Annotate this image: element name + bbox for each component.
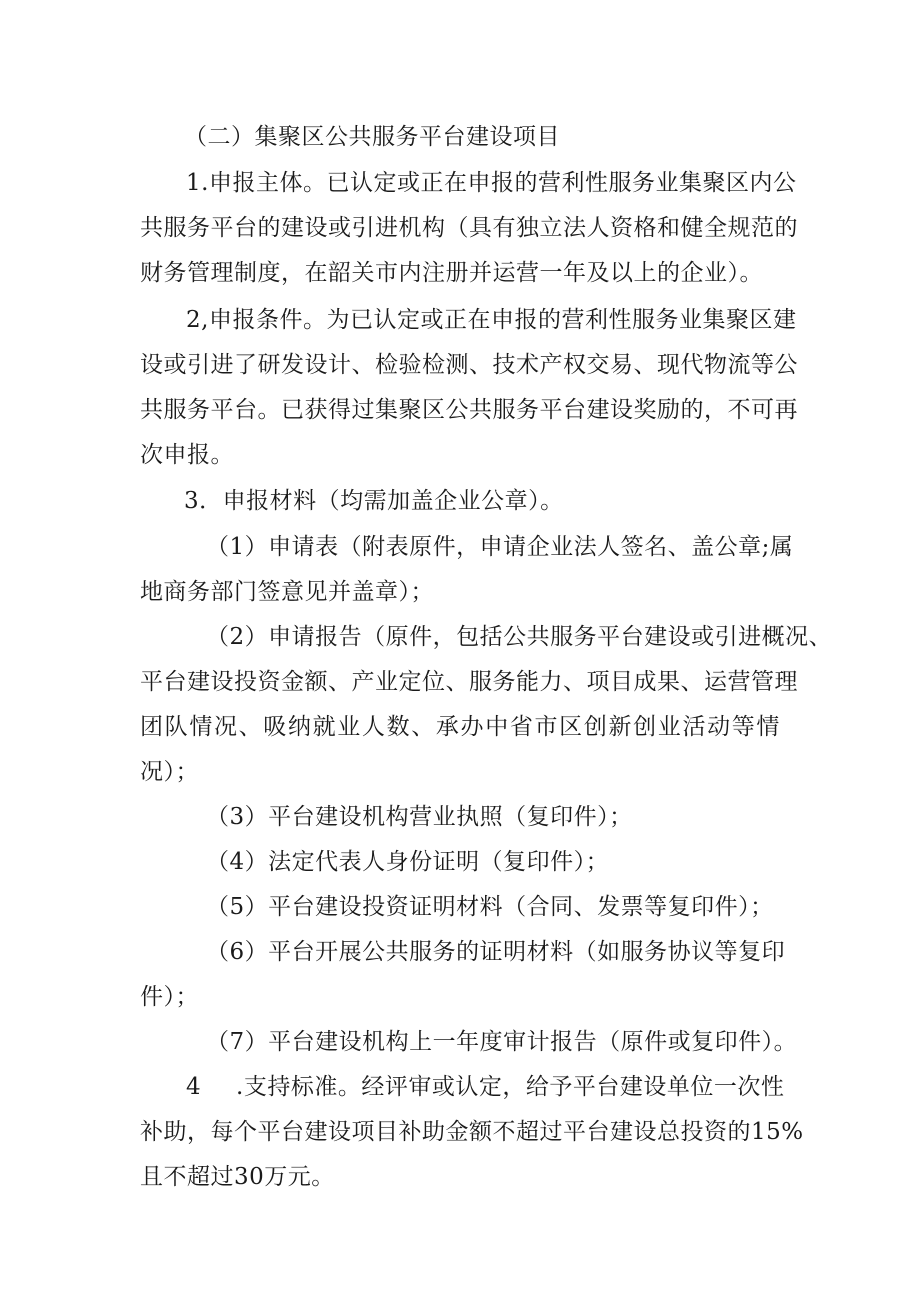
item3-heading: 3．申报材料（均需加盖企业公章）。	[184, 488, 564, 514]
item2-line-3: 共 服 务 平 台 。 已 获 得 过 集 聚 区 公 共 服 务 平 台 建 设 奖 励 的 ， 不 可 再	[140, 397, 798, 423]
material-7: （7）平台建设机构上一年度审计报告（原件或复印件）。	[206, 1029, 798, 1055]
material-2-line-3: 团 队 情 况 、 吸 纳 就 业 人 数 、 承 办 中 省 市 区 创 新 创 业 活 动 等 情	[140, 714, 780, 740]
item2-line-4: 次申报。	[140, 442, 234, 468]
item1-line-1: 1. 申 报 主 体 。 已 认 定 或 正 在 申 报 的 营 利 性 服 务 业 集 聚 区 内 公	[186, 170, 797, 196]
material-6-line-2: 件）；	[140, 984, 199, 1010]
item1-line-2: 共 服 务 平 台 的 建 设 或 引 进 机 构 （ 具 有 独 立 法 人 资 格 和 健 全 规 范 的	[140, 215, 798, 241]
item2-line-2: 设 或 引 进 了 研 发 设 计 、 检 验 检 测 、 技 术 产 权 交 易 、 现 代 物 流 等 公	[140, 352, 798, 378]
item4-line-3: 且不超过30万元。	[140, 1164, 335, 1190]
item4-number: 4	[186, 1074, 202, 1100]
item4-line-2: 补 助 ， 每 个 平 台 建 设 项 目 补 助 金 额 不 超 过 平 台 建 设 总 投 资 的 15%	[140, 1119, 804, 1145]
item2-line-1: 2, 申 报 条 件 。 为 已 认 定 或 正 在 申 报 的 营 利 性 服 务 业 集 聚 区 建	[186, 307, 797, 333]
material-2-line-2: 平 台 建 设 投 资 金 额 、 产 业 定 位 、 服 务 能 力 、 项 目 成 果 、 运 营 管 理	[140, 669, 798, 695]
material-1-line-1: （ 1 ） 申 请 表 （ 附 表 原 件 ， 申 请 企 业 法 人 签 名 、 盖 公 章 ; 属	[206, 534, 794, 560]
material-2-line-1: （ 2 ） 申 请 报 告 （ 原 件 ， 包 括 公 共 服 务 平 台 建 设 或 引 进 概 况 、	[206, 624, 833, 650]
item1-line-3: 财务管理制度，在韶关市内注册并运营一年及以上的企业）。	[140, 260, 763, 286]
material-1-line-2: 地商务部门签意见并盖章）；	[140, 579, 434, 605]
item4-line-1: . 支 持 标 准 。 经 评 审 或 认 定 ， 给 予 平 台 建 设 单 位 一 次 性	[236, 1074, 785, 1100]
material-3: （3）平台建设机构营业执照（复印件）；	[206, 804, 633, 830]
material-2-line-4: 况）；	[140, 759, 199, 785]
section-heading: （二）集聚区公共服务平台建设项目	[184, 124, 560, 150]
material-6-line-1: （ 6 ） 平 台 开 展 公 共 服 务 的 证 明 材 料 （ 如 服 务 协 议 等 复 印	[206, 939, 786, 965]
material-4: （4）法定代表人身份证明（复印件）；	[206, 849, 610, 875]
material-5: （5）平台建设投资证明材料（合同、发票等复印件）；	[206, 894, 774, 920]
